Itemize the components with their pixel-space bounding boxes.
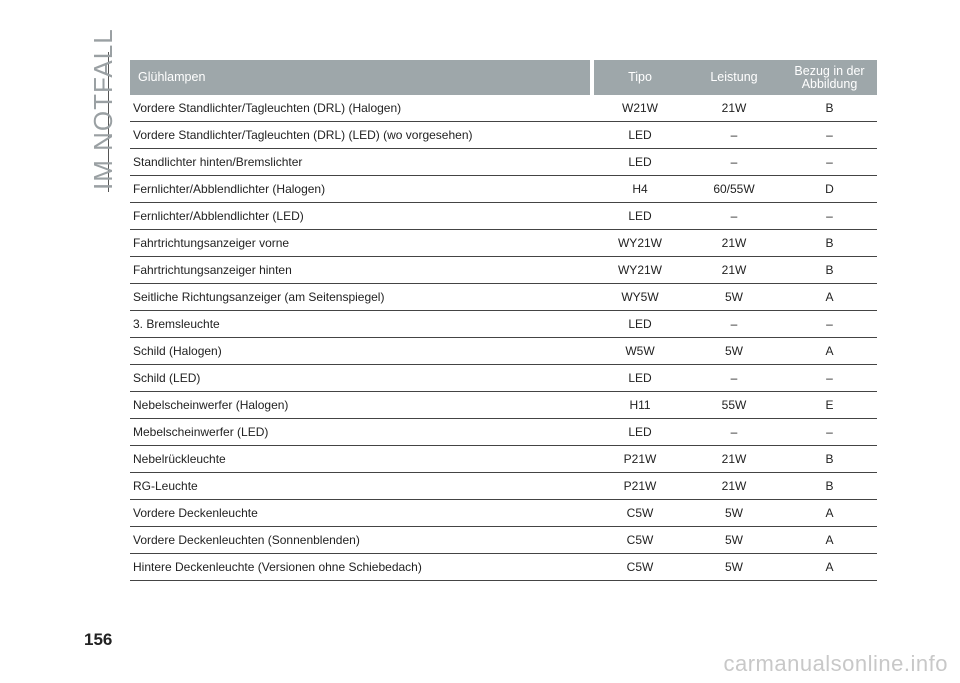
bulb-table xyxy=(130,60,877,581)
cell-ref: – xyxy=(782,203,877,230)
cell-ref: – xyxy=(782,149,877,176)
cell-type: LED xyxy=(594,149,686,176)
cell-power: 5W xyxy=(686,284,782,311)
cell-ref: E xyxy=(782,392,877,419)
cell-type: W21W xyxy=(594,95,686,122)
cell-type: C5W xyxy=(594,527,686,554)
cell-type: LED xyxy=(594,203,686,230)
table-row xyxy=(130,338,877,365)
cell-ref: B xyxy=(782,257,877,284)
cell-bulb: Nebelscheinwerfer (Halogen) xyxy=(130,392,590,419)
cell-ref: A xyxy=(782,338,877,365)
cell-type: LED xyxy=(594,122,686,149)
cell-bulb: Hintere Deckenleuchte (Versionen ohne Schiebedach) xyxy=(130,554,590,581)
table-row xyxy=(130,95,877,122)
page-number: 156 xyxy=(84,630,113,649)
cell-ref: A xyxy=(782,284,877,311)
cell-ref: A xyxy=(782,527,877,554)
cell-power: 5W xyxy=(686,554,782,581)
cell-power: 55W xyxy=(686,392,782,419)
cell-bulb: Standlichter hinten/Bremslichter xyxy=(130,149,590,176)
cell-ref: – xyxy=(782,419,877,446)
cell-bulb: Schild (Halogen) xyxy=(130,338,590,365)
table-row xyxy=(130,419,877,446)
cell-type: P21W xyxy=(594,446,686,473)
cell-power: – xyxy=(686,311,782,338)
cell-bulb: Fernlichter/Abblendlichter (LED) xyxy=(130,203,590,230)
cell-ref: B xyxy=(782,230,877,257)
cell-power: 5W xyxy=(686,527,782,554)
table-row xyxy=(130,473,877,500)
cell-ref: B xyxy=(782,95,877,122)
table-row xyxy=(130,149,877,176)
table-row xyxy=(130,365,877,392)
cell-power: 5W xyxy=(686,500,782,527)
cell-ref: A xyxy=(782,554,877,581)
cell-ref: D xyxy=(782,176,877,203)
cell-type: H11 xyxy=(594,392,686,419)
table-row xyxy=(130,257,877,284)
cell-bulb: Vordere Deckenleuchte xyxy=(130,500,590,527)
cell-power: 21W xyxy=(686,257,782,284)
cell-bulb: Fernlichter/Abblendlichter (Halogen) xyxy=(130,176,590,203)
cell-type: WY21W xyxy=(594,230,686,257)
cell-power: – xyxy=(686,203,782,230)
cell-type: LED xyxy=(594,311,686,338)
cell-power: – xyxy=(686,122,782,149)
cell-type: P21W xyxy=(594,473,686,500)
cell-bulb: Vordere Standlichter/Tagleuchten (DRL) (LED) (wo vorgesehen) xyxy=(130,122,590,149)
header-ref: Bezug in der Abbildung xyxy=(782,60,877,95)
cell-power: 21W xyxy=(686,95,782,122)
header-power: Leistung xyxy=(686,60,782,95)
cell-type: C5W xyxy=(594,554,686,581)
cell-type: WY5W xyxy=(594,284,686,311)
table-row xyxy=(130,284,877,311)
section-title: IM NOTFALL xyxy=(88,28,118,190)
table-row xyxy=(130,122,877,149)
cell-ref: B xyxy=(782,446,877,473)
cell-type: LED xyxy=(594,419,686,446)
cell-bulb: Vordere Standlichter/Tagleuchten (DRL) (Halogen) xyxy=(130,95,590,122)
cell-power: 5W xyxy=(686,338,782,365)
cell-bulb: Vordere Deckenleuchten (Sonnenblenden) xyxy=(130,527,590,554)
cell-power: – xyxy=(686,419,782,446)
bulb-table-container xyxy=(130,60,877,581)
cell-ref: – xyxy=(782,122,877,149)
watermark: carmanualsonline.info xyxy=(723,651,948,676)
cell-bulb: 3. Bremsleuchte xyxy=(130,311,590,338)
cell-ref: B xyxy=(782,473,877,500)
cell-type: C5W xyxy=(594,500,686,527)
cell-bulb: Seitliche Richtungsanzeiger (am Seitenspiegel) xyxy=(130,284,590,311)
cell-bulb: Fahrtrichtungsanzeiger vorne xyxy=(130,230,590,257)
cell-power: – xyxy=(686,149,782,176)
cell-type: W5W xyxy=(594,338,686,365)
cell-bulb: Schild (LED) xyxy=(130,365,590,392)
header-type: Tipo xyxy=(594,60,686,95)
cell-power: 60/55W xyxy=(686,176,782,203)
table-row xyxy=(130,203,877,230)
header-bulb: Glühlampen xyxy=(130,60,590,95)
cell-power: – xyxy=(686,365,782,392)
table-row xyxy=(130,230,877,257)
cell-power: 21W xyxy=(686,446,782,473)
cell-type: H4 xyxy=(594,176,686,203)
cell-type: WY21W xyxy=(594,257,686,284)
cell-type: LED xyxy=(594,365,686,392)
table-row xyxy=(130,527,877,554)
table-row xyxy=(130,311,877,338)
cell-bulb: RG-Leuchte xyxy=(130,473,590,500)
table-row xyxy=(130,500,877,527)
cell-bulb: Nebelrückleuchte xyxy=(130,446,590,473)
table-row xyxy=(130,554,877,581)
cell-power: 21W xyxy=(686,230,782,257)
cell-ref: – xyxy=(782,311,877,338)
table-row xyxy=(130,176,877,203)
table-row xyxy=(130,392,877,419)
table-header-row xyxy=(130,60,877,95)
cell-power: 21W xyxy=(686,473,782,500)
cell-bulb: Fahrtrichtungsanzeiger hinten xyxy=(130,257,590,284)
cell-bulb: Mebelscheinwerfer (LED) xyxy=(130,419,590,446)
cell-ref: – xyxy=(782,365,877,392)
table-row xyxy=(130,446,877,473)
cell-ref: A xyxy=(782,500,877,527)
